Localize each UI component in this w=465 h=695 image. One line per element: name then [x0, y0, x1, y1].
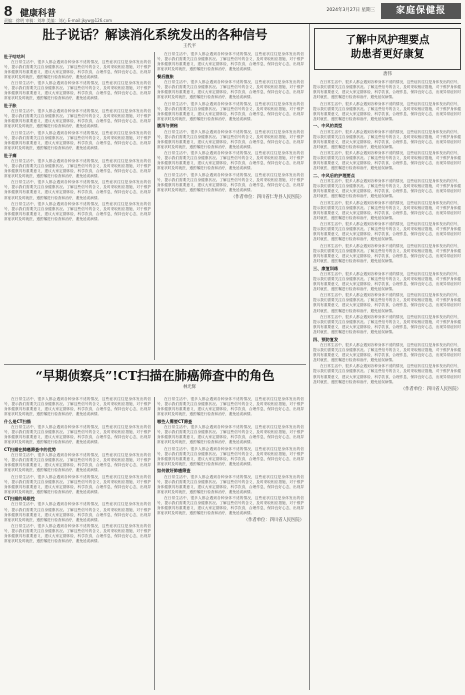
article1-paragraph: 在日常生活中，很多人都会遇到各种身体不适的情况，这些症状往往是身体发出的信号，提示我们需要关注自身健康状况。了解这些信号的含义，及时采取相应措施，对于维护身体健康具有重要意义，建议大家定期体检，科学饮食，合理作息，保持良好心态，出现异常症状时及时就医，遵医嘱进行检查和治疗，避免延误病情。 — [4, 59, 151, 79]
article3-title-line2: 助患者更好康复 — [350, 48, 425, 60]
article1-paragraph: 在日常生活中，很多人都会遇到各种身体不适的情况，这些症状往往是身体发出的信号，提示我们需要关注自身健康状况。了解这些信号的含义，及时采取相应措施，对于维护身体健康具有重要意义，建议大家定期体检，科学饮食，合理作息，保持良好心态，出现异常症状时及时就医，遵医嘱进行检查和治疗，避免延误病情。 — [157, 151, 304, 171]
column-divider — [309, 24, 310, 690]
article3-paragraph: 在日常生活中，很多人都会遇到各种身体不适的情况，这些症状往往是身体发出的信号，提示我们需要关注自身健康状况。了解这些信号的含义，及时采取相应措施，对于维护身体健康具有重要意义，建议大家定期体检，科学饮食，合理作息，保持良好心态，出现异常症状时及时就医，遵医嘱进行检查和治疗，避免延误病情。 — [313, 293, 461, 313]
section-divider — [4, 364, 306, 365]
article2-paragraph: 在日常生活中，很多人都会遇到各种身体不适的情况，这些症状往往是身体发出的信号，提示我们需要关注自身健康状况。了解这些信号的含义，及时采取相应措施，对于维护身体健康具有重要意义，建议大家定期体检，科学饮食，合理作息，保持良好心态，出现异常症状时及时就医，遵医嘱进行检查和治疗，避免延误病情。 — [157, 474, 304, 494]
article1-paragraph: 在日常生活中，很多人都会遇到各种身体不适的情况，这些症状往往是身体发出的信号，提示我们需要关注自身健康状况。了解这些信号的含义，及时采取相应措施，对于维护身体健康具有重要意义，建议大家定期体检，科学饮食，合理作息，保持良好心态，出现异常症状时及时就医，遵医嘱进行检查和治疗，避免延误病情。 — [157, 79, 304, 100]
article2-subhead-1: 什么是CT扫描 — [4, 418, 31, 424]
article3-author: 唐伟 — [383, 72, 392, 77]
article2-col2 — [157, 397, 304, 690]
article2-title-block — [4, 368, 306, 394]
article3-paragraph: 在日常生活中，很多人都会遇到各种身体不适的情况，这些症状往往是身体发出的信号，提示我们需要关注自身健康状况。了解这些信号的含义，及时采取相应措施，对于维护身体健康具有重要意义，建议大家定期体检，科学饮食，合理作息，保持良好心态，出现异常症状时及时就医，遵医嘱进行检查和治疗，避免延误病情。 — [313, 129, 461, 149]
article1-paragraph: 在日常生活中，很多人都会遇到各种身体不适的情况，这些症状往往是身体发出的信号，提示我们需要关注自身健康状况。了解这些信号的含义，及时采取相应措施，对于维护身体健康具有重要意义，建议大家定期体检，科学饮食，合理作息，保持良好心态，出现异常症状时及时就医，遵医嘱进行检查和治疗，避免延误病情。 — [4, 158, 151, 178]
article2-paragraph: 在日常生活中，很多人都会遇到各种身体不适的情况，这些症状往往是身体发出的信号，提示我们需要关注自身健康状况。了解这些信号的含义，及时采取相应措施，对于维护身体健康具有重要意义，建议大家定期体检，科学饮食，合理作息，保持良好心态，出现异常症状时及时就医，遵医嘱进行检查和治疗，避免延误病情。 — [157, 424, 304, 445]
article3-col — [313, 80, 461, 690]
article2-source: （作者单位：四川省人民医院） — [243, 518, 304, 524]
article3-paragraph: 在日常生活中，很多人都会遇到各种身体不适的情况，这些症状往往是身体发出的信号，提示我们需要关注自身健康状况。了解这些信号的含义，及时采取相应措施，对于维护身体健康具有重要意义，建议大家定期体检，科学饮食，合理作息，保持良好心态，出现异常症状时及时就医，遵医嘱进行检查和治疗，避免延误病情。 — [313, 200, 461, 220]
article2-paragraph: 在日常生活中，很多人都会遇到各种身体不适的情况，这些症状往往是身体发出的信号，提示我们需要关注自身健康状况。了解这些信号的含义，及时采取相应措施，对于维护身体健康具有重要意义，建议大家定期体检，科学饮食，合理作息，保持良好心态，出现异常症状时及时就医，遵医嘱进行检查和治疗，避免延误病情。 — [157, 446, 304, 466]
section-title: 健康科普 — [20, 9, 57, 19]
article3-subhead-3: 三、康复训练 — [313, 265, 339, 271]
article2-subhead-3: CT扫描的局限性 — [4, 496, 36, 502]
article3-title-line1: 了解中风护理要点 — [345, 34, 430, 46]
article1-title-block — [4, 27, 306, 49]
column-divider — [154, 52, 155, 360]
article1-source: （作者单位：四川省仁寿县人民医院） — [230, 195, 304, 200]
article3-title-box — [314, 28, 461, 70]
article1-col2 — [157, 52, 304, 360]
article3-paragraph: 在日常生活中，很多人都会遇到各种身体不适的情况，这些症状往往是身体发出的信号，提示我们需要关注自身健康状况。了解这些信号的含义，及时采取相应措施，对于维护身体健康具有重要意义，建议大家定期体检，科学饮食，合理作息，保持良好心态，出现异常症状时及时就医，遵医嘱进行检查和治疗，避免延误病情。 — [313, 101, 461, 121]
article1-paragraph: 在日常生活中，很多人都会遇到各种身体不适的情况，这些症状往往是身体发出的信号，提示我们需要关注自身健康状况。了解这些信号的含义，及时采取相应措施，对于维护身体健康具有重要意义，建议大家定期体检，科学饮食，合理作息，保持良好心态，出现异常症状时及时就医，遵医嘱进行检查和治疗，避免延误病情。 — [4, 130, 151, 150]
article3-paragraph: 在日常生活中，很多人都会遇到各种身体不适的情况，这些症状往往是身体发出的信号，提示我们需要关注自身健康状况。了解这些信号的含义，及时采取相应措施，对于维护身体健康具有重要意义，建议大家定期体检，科学饮食，合理作息，保持良好心态，出现异常症状时及时就医，遵医嘱进行检查和治疗，避免延误病情。 — [313, 151, 461, 171]
article3-paragraph: 在日常生活中，很多人都会遇到各种身体不适的情况，这些症状往往是身体发出的信号，提示我们需要关注自身健康状况。了解这些信号的含义，及时采取相应措施，对于维护身体健康具有重要意义，建议大家定期体检，科学饮食，合理作息，保持良好心态，出现异常症状时及时就医，遵医嘱进行检查和治疗，避免延误病情。 — [313, 243, 461, 264]
page-header — [4, 3, 461, 24]
article2-paragraph: 在日常生活中，很多人都会遇到各种身体不适的情况，这些症状往往是身体发出的信号，提示我们需要关注自身健康状况。了解这些信号的含义，及时采取相应措施，对于维护身体健康具有重要意义，建议大家定期体检，科学饮食，合理作息，保持良好心态，出现异常症状时及时就医，遵医嘱进行检查和治疗，避免延误病情。 — [4, 474, 151, 494]
article1-author: 王代平 — [183, 44, 196, 49]
article2-author: 林光辉 — [183, 385, 196, 390]
article3-paragraph: 在日常生活中，很多人都会遇到各种身体不适的情况，这些症状往往是身体发出的信号，提示我们需要关注自身健康状况。了解这些信号的含义，及时采取相应措施，对于维护身体健康具有重要意义，建议大家定期体检，科学饮食，合理作息，保持良好心态，出现异常症状时及时就医，遵医嘱进行检查和治疗，避免延误病情。 — [313, 179, 461, 199]
article1-paragraph: 在日常生活中，很多人都会遇到各种身体不适的情况，这些症状往往是身体发出的信号，提示我们需要关注自身健康状况。了解这些信号的含义，及时采取相应措施，对于维护身体健康具有重要意义，建议大家定期体检，科学饮食，合理作息，保持良好心态，出现异常症状时及时就医，遵医嘱进行检查和治疗，避免延误病情。 — [4, 201, 151, 222]
article1-subhead-2: 肚子胀 — [4, 103, 17, 109]
article2-paragraph: 在日常生活中，很多人都会遇到各种身体不适的情况，这些症状往往是身体发出的信号，提示我们需要关注自身健康状况。了解这些信号的含义，及时采取相应措施，对于维护身体健康具有重要意义，建议大家定期体检，科学饮食，合理作息，保持良好心态，出现异常症状时及时就医，遵医嘱进行检查和治疗，避免延误病情。 — [4, 524, 151, 544]
article1-subhead-4: 餐后腹胀 — [157, 73, 174, 79]
article3-subhead-2: 二、中风后的护理要点 — [313, 172, 355, 178]
article1-title: 肚子说话？解读消化系统发出的各种信号 — [42, 27, 268, 42]
article2-paragraph: 在日常生活中，很多人都会遇到各种身体不适的情况，这些症状往往是身体发出的信号，提示我们需要关注自身健康状况。了解这些信号的含义，及时采取相应措施，对于维护身体健康具有重要意义，建议大家定期体检，科学饮食，合理作息，保持良好心态，出现异常症状时及时就医，遵医嘱进行检查和治疗，避免延误病情。 — [4, 424, 151, 445]
column-divider — [154, 397, 155, 690]
article3-source: （作者单位：四川省人民医院） — [400, 386, 461, 392]
article1-paragraph: 在日常生活中，很多人都会遇到各种身体不适的情况，这些症状往往是身体发出的信号，提示我们需要关注自身健康状况。了解这些信号的含义，及时采取相应措施，对于维护身体健康具有重要意义，建议大家定期体检，科学饮食，合理作息，保持良好心态，出现异常症状时及时就医，遵医嘱进行检查和治疗，避免延误病情。 — [4, 109, 151, 129]
article2-col1 — [4, 397, 151, 690]
article3-paragraph: 在日常生活中，很多人都会遇到各种身体不适的情况，这些症状往往是身体发出的信号，提示我们需要关注自身健康状况。了解这些信号的含义，及时采取相应措施，对于维护身体健康具有重要意义，建议大家定期体检，科学饮食，合理作息，保持良好心态，出现异常症状时及时就医，遵医嘱进行检查和治疗，避免延误病情。 — [313, 364, 461, 384]
editor-line: 责编：徐明 审稿：刘坤 美编：刘心 E-mail:jkyw@126.com — [4, 18, 113, 23]
article1-paragraph: 在日常生活中，很多人都会遇到各种身体不适的情况，这些症状往往是身体发出的信号，提示我们需要关注自身健康状况。了解这些信号的含义，及时采取相应措施，对于维护身体健康具有重要意义，建议大家定期体检，科学饮食，合理作息，保持良好心态，出现异常症状时及时就医，遵医嘱进行检查和治疗，避免延误病情。 — [157, 172, 304, 192]
article3-paragraph: 在日常生活中，很多人都会遇到各种身体不适的情况，这些症状往往是身体发出的信号，提示我们需要关注自身健康状况。了解这些信号的含义，及时采取相应措施，对于维护身体健康具有重要意义，建议大家定期体检，科学饮食，合理作息，保持良好心态，出现异常症状时及时就医，遵医嘱进行检查和治疗，避免延误病情。 — [313, 271, 461, 291]
article3-subhead-1: 一、中风的类型 — [313, 123, 343, 129]
page-number: 8 — [4, 3, 13, 20]
article2-paragraph: 在日常生活中，很多人都会遇到各种身体不适的情况，这些症状往往是身体发出的信号，提示我们需要关注自身健康状况。了解这些信号的含义，及时采取相应措施，对于维护身体健康具有重要意义，建议大家定期体检，科学饮食，合理作息，保持良好心态，出现异常症状时及时就医，遵医嘱进行检查和治疗，避免延误病情。 — [4, 452, 151, 473]
article2-subhead-5: 如何做好肺癌筛查 — [157, 468, 191, 474]
article1-subhead-1: 肚子咕咕叫 — [4, 53, 25, 59]
article3-paragraph: 在日常生活中，很多人都会遇到各种身体不适的情况，这些症状往往是身体发出的信号，提示我们需要关注自身健康状况。了解这些信号的含义，及时采取相应措施，对于维护身体健康具有重要意义，建议大家定期体检，科学饮食，合理作息，保持良好心态，出现异常症状时及时就医，遵医嘱进行检查和治疗，避免延误病情。 — [313, 222, 461, 242]
article3-paragraph: 在日常生活中，很多人都会遇到各种身体不适的情况，这些症状往往是身体发出的信号，提示我们需要关注自身健康状况。了解这些信号的含义，及时采取相应措施，对于维护身体健康具有重要意义，建议大家定期体检，科学饮食，合理作息，保持良好心态，出现异常症状时及时就医，遵医嘱进行检查和治疗，避免延误病情。 — [313, 314, 461, 335]
article3-subhead-4: 四、预防复发 — [313, 336, 339, 342]
article1-paragraph: 在日常生活中，很多人都会遇到各种身体不适的情况，这些症状往往是身体发出的信号，提示我们需要关注自身健康状况。了解这些信号的含义，及时采取相应措施，对于维护身体健康具有重要意义，建议大家定期体检，科学饮食，合理作息，保持良好心态，出现异常症状时及时就医，遵医嘱进行检查和治疗，避免延误病情。 — [4, 81, 151, 101]
date-line: 2024年3月27日 星期三 — [326, 8, 375, 13]
article2-subhead-2: CT扫描在肺癌筛查中的优势 — [4, 446, 56, 452]
article2-title: “早期侦察兵”!CT扫描在肺癌筛查中的角色 — [35, 368, 275, 383]
article3-paragraph: 在日常生活中，很多人都会遇到各种身体不适的情况，这些症状往往是身体发出的信号，提示我们需要关注自身健康状况。了解这些信号的含义，及时采取相应措施，对于维护身体健康具有重要意义，建议大家定期体检，科学饮食，合理作息，保持良好心态，出现异常症状时及时就医，遵医嘱进行检查和治疗，避免延误病情。 — [313, 80, 461, 100]
article2-paragraph: 在日常生活中，很多人都会遇到各种身体不适的情况，这些症状往往是身体发出的信号，提示我们需要关注自身健康状况。了解这些信号的含义，及时采取相应措施，对于维护身体健康具有重要意义，建议大家定期体检，科学饮食，合理作息，保持良好心态，出现异常症状时及时就医，遵医嘱进行检查和治疗，避免延误病情。 — [157, 397, 304, 417]
article1-subhead-3: 肚子痛 — [4, 152, 17, 158]
article1-paragraph: 在日常生活中，很多人都会遇到各种身体不适的情况，这些症状往往是身体发出的信号，提示我们需要关注自身健康状况。了解这些信号的含义，及时采取相应措施，对于维护身体健康具有重要意义，建议大家定期体检，科学饮食，合理作息，保持良好心态，出现异常症状时及时就医，遵医嘱进行检查和治疗，避免延误病情。 — [157, 101, 304, 121]
newspaper-logo: 家庭保健报 — [381, 3, 461, 19]
article1-paragraph: 在日常生活中，很多人都会遇到各种身体不适的情况，这些症状往往是身体发出的信号，提示我们需要关注自身健康状况。了解这些信号的含义，及时采取相应措施，对于维护身体健康具有重要意义，建议大家定期体检，科学饮食，合理作息，保持良好心态，出现异常症状时及时就医，遵医嘱进行检查和治疗，避免延误病情。 — [4, 180, 151, 200]
article2-paragraph: 在日常生活中，很多人都会遇到各种身体不适的情况，这些症状往往是身体发出的信号，提示我们需要关注自身健康状况。了解这些信号的含义，及时采取相应措施，对于维护身体健康具有重要意义，建议大家定期体检，科学饮食，合理作息，保持良好心态，出现异常症状时及时就医，遵医嘱进行检查和治疗，避免延误病情。 — [4, 397, 151, 417]
article1-subhead-5: 腹泻与便秘 — [157, 123, 178, 129]
article2-subhead-4: 哪些人需要CT筛查 — [157, 418, 193, 424]
article2-paragraph: 在日常生活中，很多人都会遇到各种身体不适的情况，这些症状往往是身体发出的信号，提示我们需要关注自身健康状况。了解这些信号的含义，及时采取相应措施，对于维护身体健康具有重要意义，建议大家定期体检，科学饮食，合理作息，保持良好心态，出现异常症状时及时就医，遵医嘱进行检查和治疗，避免延误病情。 — [157, 496, 304, 516]
article2-paragraph: 在日常生活中，很多人都会遇到各种身体不适的情况，这些症状往往是身体发出的信号，提示我们需要关注自身健康状况。了解这些信号的含义，及时采取相应措施，对于维护身体健康具有重要意义，建议大家定期体检，科学饮食，合理作息，保持良好心态，出现异常症状时及时就医，遵医嘱进行检查和治疗，避免延误病情。 — [4, 502, 151, 522]
article3-paragraph: 在日常生活中，很多人都会遇到各种身体不适的情况，这些症状往往是身体发出的信号，提示我们需要关注自身健康状况。了解这些信号的含义，及时采取相应措施，对于维护身体健康具有重要意义，建议大家定期体检，科学饮食，合理作息，保持良好心态，出现异常症状时及时就医，遵医嘱进行检查和治疗，避免延误病情。 — [313, 342, 461, 363]
article1-paragraph: 在日常生活中，很多人都会遇到各种身体不适的情况，这些症状往往是身体发出的信号，提示我们需要关注自身健康状况。了解这些信号的含义，及时采取相应措施，对于维护身体健康具有重要意义，建议大家定期体检，科学饮食，合理作息，保持良好心态，出现异常症状时及时就医，遵医嘱进行检查和治疗，避免延误病情。 — [157, 52, 304, 72]
article1-col1 — [4, 52, 151, 360]
article1-paragraph: 在日常生活中，很多人都会遇到各种身体不适的情况，这些症状往往是身体发出的信号，提示我们需要关注自身健康状况。了解这些信号的含义，及时采取相应措施，对于维护身体健康具有重要意义，建议大家定期体检，科学饮食，合理作息，保持良好心态，出现异常症状时及时就医，遵医嘱进行检查和治疗，避免延误病情。 — [157, 129, 304, 149]
